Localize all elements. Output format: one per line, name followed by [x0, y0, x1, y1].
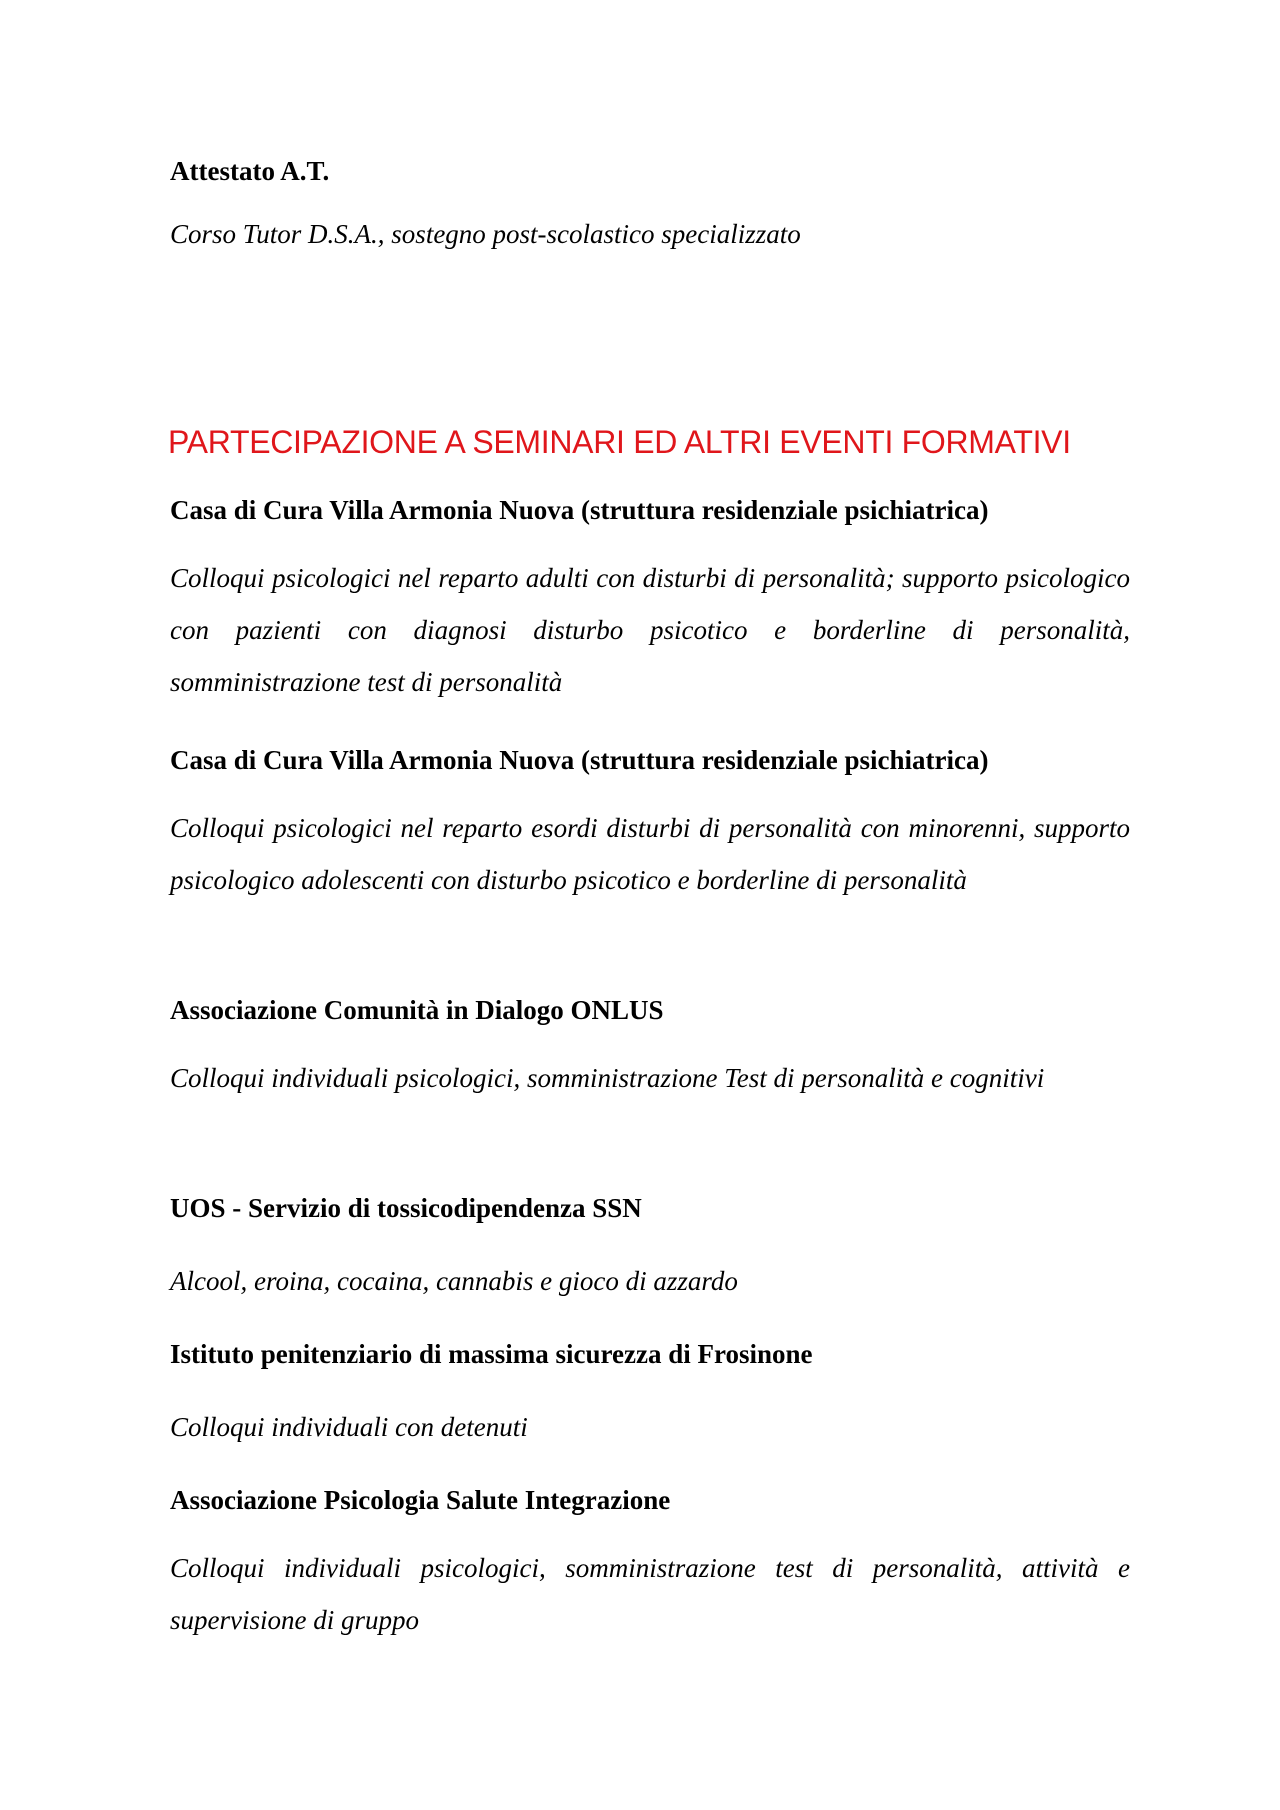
entry-title: Associazione Psicologia Salute Integrazione: [170, 1485, 671, 1515]
entry-description: Colloqui individuali psicologici, somministrazione Test di personalità e cognitivi: [170, 1063, 1045, 1093]
entry-description: Colloqui individuali psicologici, somministrazione test di personalità, attività e supervisione di gruppo: [170, 1553, 1130, 1635]
certificate-title: Attestato A.T.: [170, 156, 330, 186]
entry-description: Colloqui psicologici nel reparto esordi disturbi di personalità con minorenni, supporto psicologico adolescenti con disturbo psicotico e borderline di personalità: [170, 813, 1130, 895]
entry-title: Casa di Cura Villa Armonia Nuova (struttura residenziale psichiatrica): [170, 745, 989, 775]
certificate-subtitle: Corso Tutor D.S.A., sostegno post-scolastico specializzato: [170, 219, 801, 249]
entry-title: Associazione Comunità in Dialogo ONLUS: [170, 995, 664, 1025]
section-heading: PARTECIPAZIONE A SEMINARI ED ALTRI EVENTI FORMATIVI: [168, 424, 1071, 460]
entry-title: Casa di Cura Villa Armonia Nuova (struttura residenziale psichiatrica): [170, 495, 989, 525]
entry-description: Colloqui individuali con detenuti: [170, 1412, 528, 1442]
entry-description: Colloqui psicologici nel reparto adulti con disturbi di personalità; supporto psicologico con pazienti con diagnosi disturbo psicotico e borderline di personalità, somministrazione test di personalità: [170, 563, 1130, 697]
entry-title: Istituto penitenziario di massima sicurezza di Frosinone: [170, 1339, 813, 1369]
entry-description: Alcool, eroina, cocaina, cannabis e gioco di azzardo: [170, 1266, 738, 1296]
entry-title: UOS - Servizio di tossicodipendenza SSN: [170, 1193, 642, 1223]
